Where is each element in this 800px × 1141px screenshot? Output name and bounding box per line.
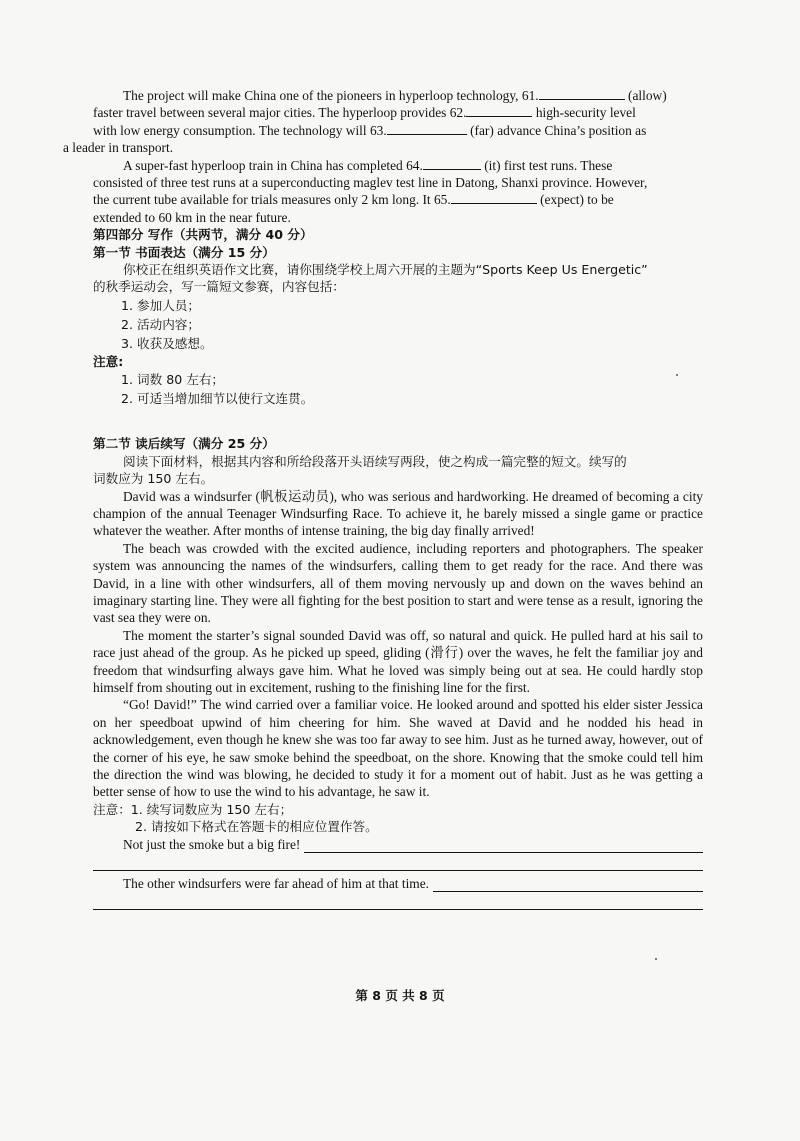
starter-text: Not just the smoke but a big fire! <box>123 836 301 852</box>
cloze-text: (expect) to be <box>540 192 614 208</box>
instruction-line: 阅读下面材料，根据其内容和所给段落开头语续写两段，使之构成一篇完整的短文。续写的 <box>123 453 627 469</box>
writing-note-1: 注意：1. 续写词数应为 150 左右； <box>93 801 293 817</box>
blank-61 <box>539 87 625 100</box>
cloze-para-1 <box>63 87 703 157</box>
instruction-line: 词数应为 150 左右。 <box>93 471 214 487</box>
note-item: 2. 可适当增加细节以使行文连贯。 <box>121 391 314 407</box>
list-item: 3. 收获及感想。 <box>121 335 213 351</box>
cloze-text: (it) first test runs. These <box>484 157 613 173</box>
cloze-text: with low energy consumption. The technology will 63. <box>93 122 387 138</box>
starter-text: The other windsurfers were far ahead of him at that time. <box>123 876 430 892</box>
section1-prompt <box>93 261 703 296</box>
continuation-starter-2 <box>93 875 703 892</box>
spacer <box>93 408 703 435</box>
cloze-text: high-security level <box>535 105 636 121</box>
cloze-text: extended to 60 km in the near future. <box>93 209 291 225</box>
note-item: 1. 词数 80 左右； <box>121 372 225 388</box>
blank-63 <box>387 122 467 135</box>
prompt-line: 你校正在组织英语作文比赛，请你围绕学校上周六开展的主题为“Sports Keep Us Energetic” <box>123 262 648 278</box>
cloze-text: (far) advance China’s position as <box>470 122 647 138</box>
cloze-text: faster travel between several major cities. The hyperloop provides 62. <box>93 105 467 121</box>
cloze-text: A super-fast hyperloop train in China has completed 64. <box>123 157 423 173</box>
blank-65 <box>451 191 537 204</box>
section2-instructions <box>93 453 703 488</box>
blank-62 <box>466 104 532 117</box>
section1-title: 第一节 书面表达（满分 15 分） <box>93 244 275 260</box>
answer-line <box>304 840 703 853</box>
story-paragraph: “Go! David!” The wind carried over a familiar voice. He looked around and spotted his elder sister Jessica on her speedboat upwind of him cheering for him. She waved at David and he nodded his head in acknowledgement, even though he knew she was too far away to see him. Just as he turned away, however, out of the corner of his eye, he saw smoke behind the speedboat, on the shore. Knowing that the smoke could tell him the direction the wind was blowing, he decided to study it for a moment out of habit. Just as he was getting a better sense of how to use the wind to his advantage, he saw it. <box>93 697 703 800</box>
cloze-text: consisted of three test runs at a superconducting maglev test line in Datong, Shanxi province. However, <box>93 175 648 191</box>
part4-title: 第四部分 写作（共两节，满分 40 分） <box>93 227 313 243</box>
page-footer: 第 8 页 共 8 页 <box>355 988 445 1003</box>
list-item: 1. 参加人员； <box>121 297 200 313</box>
story-paragraph: David was a windsurfer (帆板运动员), who was serious and hardworking. He dreamed of becoming a city champion of the annual Teenager Windsurfing Race. To achieve it, he barely missed a single game or practice whatever the weather. After months of intense training, the big day finally arrived! <box>93 488 703 539</box>
writing-note-2: 2. 请按如下格式在答题卡的相应位置作答。 <box>135 819 378 835</box>
story-paragraph: The beach was crowded with the excited audience, including reporters and photographers. The speaker system was announcing the names of the windsurfers, calling them to get ready for the race. And there was David, in a line with other windsurfers, all of them moving nervously up and down on the waves behind an imaginary starting line. They were all fighting for the best position to start and were tense as a result, ignoring the vast sea they were on. <box>93 540 703 626</box>
cloze-para-2 <box>93 157 703 227</box>
list-item: 2. 活动内容； <box>121 316 200 332</box>
page-content <box>63 87 703 910</box>
note-label: 注意: <box>93 353 124 369</box>
cloze-hint: (allow) <box>627 88 667 103</box>
cloze-text: a leader in transport. <box>63 140 174 156</box>
continuation-starter-1 <box>93 836 703 853</box>
scan-speck <box>655 958 657 960</box>
answer-line <box>93 892 703 910</box>
prompt-line: 的秋季运动会，写一篇短文参赛，内容包括： <box>93 279 345 295</box>
cloze-text: the current tube available for trials measures only 2 km long. It 65. <box>93 192 451 208</box>
story-paragraph: The moment the starter’s signal sounded David was off, so natural and quick. He pulled hard at his sail to race just ahead of the group. As he picked up speed, gliding (滑行) over the waves, he felt the familiar joy and freedom that windsurfing always gave him. What he loved was simply being out at sea. He could hardly stop himself from shouting out in excitement, rushing to the finishing line for the first. <box>93 627 703 695</box>
blank-64 <box>423 157 481 170</box>
scan-speck <box>676 374 678 376</box>
cloze-text: The project will make China one of the pioneers in hyperloop technology, 61. <box>123 88 539 103</box>
answer-line <box>93 853 703 871</box>
section2-title: 第二节 读后续写（满分 25 分） <box>93 436 275 452</box>
answer-line <box>433 879 703 892</box>
